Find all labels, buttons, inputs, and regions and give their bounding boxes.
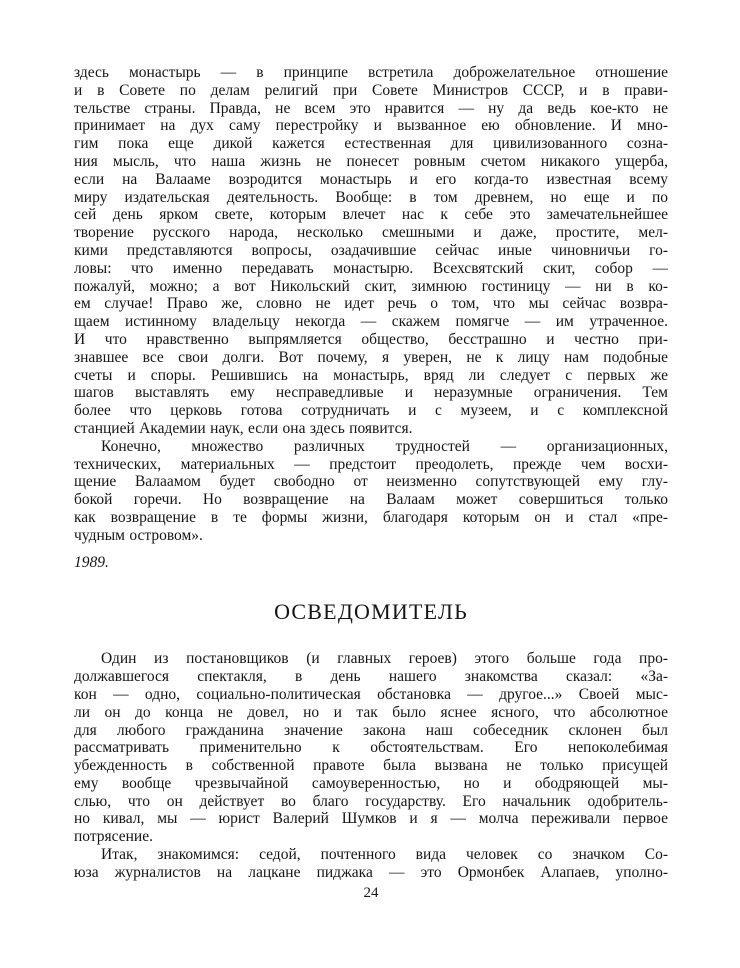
text-line: пожалуй, можно; а вот Никольский скит, зимнюю гостиницу — ни в ко- [74, 277, 668, 295]
chapter-heading: ОСВЕДОМИТЕЛЬ [274, 599, 468, 625]
text-line: творение русского народа, несколько смешными и даже, простите, мел- [74, 224, 668, 242]
text-line: здесь монастырь — в принципе встретила доброжелательное отношение [74, 64, 668, 81]
text-line: И что нравственно выпрямляется общество, бесстрашно и честно при- [74, 330, 668, 348]
text-line: убежденность в собственной правоте была вызвана не только присущей [74, 757, 668, 775]
paragraph-informer-intro [74, 650, 668, 846]
text-line: Один из постановщиков (и главных героев) этого больше года про- [101, 650, 668, 668]
text-line: миру издательская деятельность. Вообще: в том древнем, но еще и по [74, 188, 668, 206]
text-line: потрясение. [74, 828, 153, 846]
text-line: ловы: что именно передавать монастырю. Всехсвятский скит, собор — [74, 259, 668, 277]
text-line: Итак, знакомимся: седой, почтенного вида человек со значком Со- [101, 846, 668, 864]
text-line: гим пока еще дикой кажется естественная для цивилизованного созна- [74, 135, 668, 153]
text-line: рассматривать применительно к обстоятельствам. Его непоколебимая [74, 739, 668, 757]
text-line: и в Совете по делам религий при Совете Министров СССР, и в прави- [74, 81, 668, 99]
paragraph-informer-meeting [74, 846, 668, 882]
text-line: слью, что он действует во благо государству. Его начальник одобритель- [74, 792, 668, 810]
text-line: должавшегося спектакля, в день нашего знакомства сказал: «За- [74, 668, 668, 686]
text-line: ли он до конца не довел, но и так было яснее ясного, что абсолютное [74, 703, 668, 721]
text-line: чудным островом». [74, 526, 203, 544]
text-line: принимает на дух саму перестройку и вызванное ею обновление. И мно- [74, 117, 668, 135]
text-line: как возвращение в те формы жизни, благодаря которым он и стал «пре- [74, 508, 668, 526]
text-line: кон — одно, социально-политическая обстановка — другое...» Своей мыс- [74, 685, 668, 703]
page-number: 24 [363, 884, 379, 901]
text-line: ем случае! Право же, словно не идет речь о том, что мы сейчас возвра- [74, 295, 668, 313]
text-line: более что церковь готова сотрудничать и с музеем, и с комплексной [74, 402, 668, 420]
text-line: юза журналистов на лацкане пиджака — это Ормонбек Алапаев, уполно- [74, 863, 668, 881]
paragraph-valaam-difficulties [74, 438, 668, 545]
text-line: ему вообще чрезвычайной самоуверенностью, но и ободряющей мы- [74, 774, 668, 792]
text-line: шагов выставлять ему несправедливые и неразумные ограничения. Тем [74, 384, 668, 402]
text-line: знавшее все свои долги. Вот почему, я уверен, не к лицу нам подобные [74, 348, 668, 366]
paragraph-valaam-continuation [74, 64, 668, 438]
text-line: щение Валаамом будет свободно от неизменно сопутствующей ему глу- [74, 473, 668, 491]
text-line: станцией Академии наук, если она здесь появится. [74, 419, 413, 437]
text-line: бокой горечи. Но возвращение на Валаам может совершиться только [74, 491, 668, 509]
text-line: но кивал, мы — юрист Валерий Шумков и я — молча переживали первое [74, 810, 668, 828]
text-line: если на Валааме возродится монастырь и его когда-то известная всему [74, 170, 668, 188]
text-line: Конечно, множество различных трудностей — организационных, [101, 437, 668, 455]
text-line: технических, материальных — предстоит преодолеть, прежде чем восхи- [74, 455, 668, 473]
text-line: щаем истинному владельцу некогда — скажем помягче — им утраченное. [74, 313, 668, 331]
text-line: кими представляются вопросы, озадачившие сейчас иные чиновничьи го- [74, 241, 668, 259]
date-line: 1989. [74, 553, 109, 571]
text-line: сей день ярком свете, которым влечет нас к себе это замечательнейшее [74, 206, 668, 224]
text-line: счеты и споры. Решившись на монастырь, вряд ли следует с первых же [74, 366, 668, 384]
text-line: для любого гражданина значение закона наш собеседник склонен был [74, 721, 668, 739]
text-line: ния мысль, что наша жизнь не понесет ровным счетом никакого ущерба, [74, 152, 668, 170]
text-line: тельстве страны. Правда, не всем это нравится — ну да ведь кое-кто не [74, 99, 668, 117]
text-block [74, 64, 668, 902]
